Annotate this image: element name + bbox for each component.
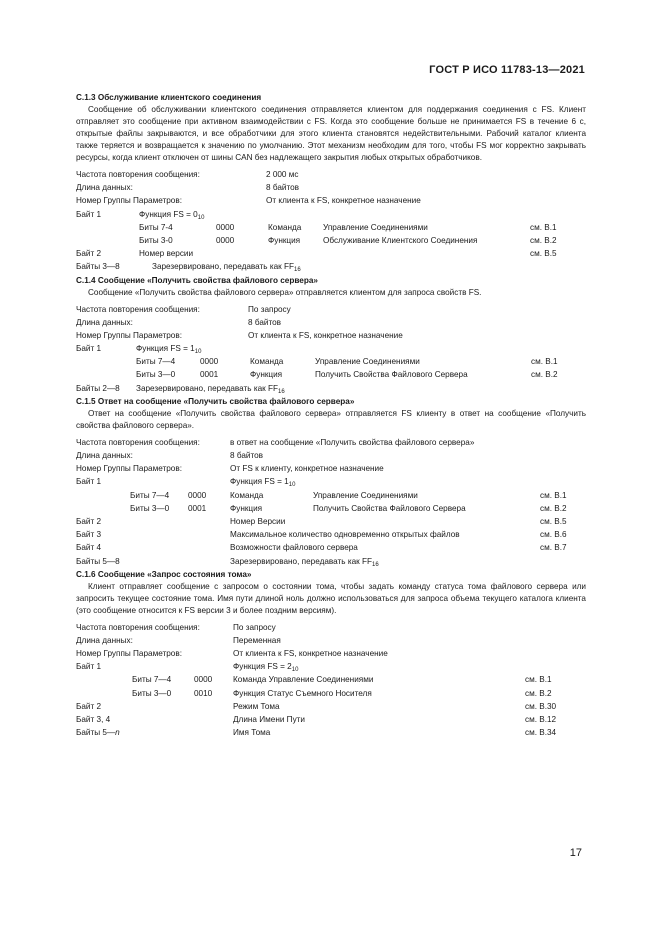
field-cell [540, 542, 567, 554]
field-cell [76, 714, 110, 726]
cell-text: Длина данных: [76, 635, 133, 645]
cell-text: Байт 1 [76, 477, 102, 487]
field-row [76, 450, 586, 463]
cell-text: Номер Группы Параметров: [76, 330, 182, 340]
field-cell [540, 529, 567, 541]
field-cell [248, 304, 291, 316]
field-cell [194, 688, 212, 700]
cell-text: Байт 3, 4 [76, 715, 111, 724]
field-cell [233, 714, 305, 726]
cell-text: см. В.2 [530, 235, 557, 245]
field-cell [76, 169, 200, 181]
field-row [76, 235, 586, 248]
cell-text: Команда [268, 222, 302, 232]
cell-text: От клиента к FS, конкретное назначение [248, 330, 403, 340]
field-cell [230, 529, 460, 541]
field-cell [250, 369, 282, 381]
cell-text: Максимальное количество одновременно открытых файлов [230, 530, 460, 540]
subscript: 16 [294, 267, 301, 274]
cell-text: 2 000 мс [266, 170, 299, 179]
field-cell [76, 648, 182, 660]
cell-text: см. В.30 [525, 701, 557, 711]
subscript: 10 [291, 667, 299, 674]
page-number: 17 [569, 847, 582, 859]
field-row [76, 261, 586, 274]
field-cell [531, 356, 558, 368]
field-cell [76, 182, 133, 194]
cell-text: 0000 [200, 357, 219, 367]
field-cell [525, 727, 556, 739]
cell-text: Функция FS = 1 [230, 477, 289, 487]
field-cell [76, 248, 101, 260]
field-cell [76, 437, 200, 449]
cell-text: Байт 2 [76, 516, 102, 526]
field-cell [139, 248, 193, 260]
field-row [76, 529, 586, 542]
field-cell [136, 369, 175, 381]
field-cell [76, 383, 120, 395]
field-cell [136, 356, 175, 368]
field-cell [525, 714, 556, 726]
cell-text: Байт 4 [76, 543, 102, 553]
cell-text: 0000 [216, 222, 235, 232]
field-cell [530, 222, 557, 234]
field-cell [233, 701, 280, 713]
cell-text: 8 байтов [248, 317, 282, 327]
subscript: 10 [288, 482, 296, 489]
cell-text: Биты 7—4 [136, 357, 176, 367]
cell-text: Байты 3—8 [76, 262, 120, 272]
field-cell [188, 490, 206, 502]
cell-text: см. В.1 [525, 675, 552, 685]
section-paragraph: Сообщение «Получить свойства файлового сервера» отправляется клиентом для запроса свойств FS. [88, 287, 482, 297]
cell-text: Биты 3-0 [139, 235, 173, 245]
section-paragraph: Сообщение об обслуживании клиентского соединения отправляется клиентом для поддержания соединения с FS. Клиент отправляет это сообщение при активном взаимодействии с FS. Когда это сообщение больше не принимается FS в течение 6 с, открытые файлы закрываются, и все обработчики для этого клиента становятся недействительными. Рабочий каталог клиента также теряется и возвращается к значению по умолчанию. Этот механизм необходим для того, чтобы FS мог корректно закрывать ресурсы, когда клиент отключен от шины CAN без надлежащего закрытия любых открытых обработчиков. [76, 105, 586, 162]
field-row [76, 674, 586, 687]
field-cell [540, 490, 567, 502]
cell-text: По запросу [233, 622, 276, 632]
field-cell [132, 674, 171, 686]
cell-text: Зарезервировано, передавать как FF [152, 262, 295, 272]
field-cell [200, 369, 218, 381]
field-cell [230, 542, 358, 554]
field-cell [76, 317, 133, 329]
cell-text: Номер Версии [230, 516, 286, 526]
cell-text: см. В.12 [525, 715, 557, 724]
cell-text: Управление Соединениями [313, 490, 418, 500]
cell-text: Команда [230, 490, 264, 500]
cell-text: Функция FS = 1 [136, 344, 195, 354]
field-cell [230, 516, 285, 528]
field-row [76, 542, 586, 555]
subscript: 10 [197, 214, 205, 221]
cell-text: Биты 3—0 [130, 503, 170, 513]
cell-text: Получить Свойства Файлового Сервера [315, 370, 468, 380]
field-cell [139, 222, 173, 234]
field-cell [216, 222, 234, 234]
field-row [76, 195, 586, 208]
cell-text: см. В.2 [540, 503, 567, 513]
field-row [76, 701, 586, 714]
field-row [76, 688, 586, 701]
field-cell [200, 356, 218, 368]
cell-text: Переменная [233, 635, 281, 645]
field-cell [76, 661, 101, 673]
field-cell [230, 556, 379, 568]
field-row [76, 490, 586, 503]
field-row [76, 622, 586, 635]
field-cell [531, 369, 558, 381]
cell-text: Функция FS = 0 [139, 209, 198, 219]
field-cell [250, 356, 283, 368]
subscript: 10 [194, 349, 202, 356]
cell-text: Байт 2 [76, 249, 102, 259]
field-cell [76, 476, 101, 488]
field-cell [248, 330, 403, 342]
section-c-1-4 [76, 275, 586, 396]
field-row [76, 304, 586, 317]
cell-text: Команда [250, 357, 284, 367]
cell-text: Биты 3—0 [132, 688, 172, 698]
field-cell [76, 463, 182, 475]
section-paragraph: Клиент отправляет сообщение с запросом о состоянии тома, чтобы задать команду статуса тома файлового сервера или запросить текущее состояние тома. Имя пути длиной ноль должно использоваться для запроса объема текущего каталога клиента (это сообщение относится к FS версии 3 и более поздним версиям). [76, 581, 586, 615]
field-row [76, 556, 586, 569]
section-c-1-6 [76, 569, 586, 741]
field-cell [76, 195, 182, 207]
field-cell [76, 529, 101, 541]
field-cell [76, 209, 101, 221]
section-heading: С.1.6 Сообщение «Запрос состояния тома» [76, 569, 252, 579]
field-cell [136, 383, 285, 395]
field-cell [76, 516, 101, 528]
field-cell [76, 261, 120, 273]
field-cell [76, 330, 182, 342]
field-row [76, 503, 586, 516]
field-cell [76, 635, 133, 647]
cell-text: Байт 2 [76, 701, 102, 711]
field-cell [230, 490, 263, 502]
field-cell [233, 648, 388, 660]
field-row [76, 635, 586, 648]
field-row [76, 356, 586, 369]
cell-text: Байт 1 [76, 344, 102, 354]
cell-text: см. В.5 [540, 516, 567, 526]
cell-text: см. В.5 [530, 249, 557, 259]
field-row [76, 169, 586, 182]
field-cell [130, 503, 169, 515]
cell-text: Номер Группы Параметров: [76, 649, 182, 659]
cell-text: см. В.1 [530, 222, 557, 232]
field-cell [323, 235, 477, 247]
section-heading: С.1.5 Ответ на сообщение «Получить свойства файлового сервера» [76, 396, 355, 406]
cell-text: см. В.34 [525, 728, 557, 738]
cell-text: Байт 1 [76, 209, 102, 219]
cell-text: Функция [268, 235, 301, 245]
cell-text: Функция Статус Съемного Носителя [233, 688, 372, 698]
field-cell [132, 688, 171, 700]
cell-text: 8 байтов [230, 451, 264, 460]
cell-text: Режим Тома [233, 701, 280, 711]
italic-variable: n [115, 728, 120, 738]
field-cell [233, 688, 372, 700]
cell-text: 0000 [188, 490, 207, 500]
field-cell [130, 490, 169, 502]
field-cell [268, 235, 300, 247]
field-cell [194, 674, 212, 686]
cell-text: Байт 1 [76, 662, 102, 672]
cell-text: Биты 7-4 [139, 222, 173, 232]
field-cell [76, 542, 101, 554]
cell-text: см. В.2 [525, 688, 552, 698]
field-cell [233, 727, 270, 739]
standard-designation: ГОСТ Р ИСО 11783-13—2021 [429, 64, 585, 76]
cell-text: По запросу [248, 304, 291, 314]
cell-text: Длина данных: [76, 317, 133, 327]
cell-text: 0001 [188, 503, 207, 513]
field-cell [76, 622, 200, 634]
section-paragraph: Ответ на сообщение «Получить свойства файлового сервера» отправляется FS клиенту в ответ на сообщение «Получить свойства файлового сервера». [76, 408, 586, 430]
field-cell [315, 369, 468, 381]
cell-text: Возможности файлового сервера [230, 543, 358, 553]
cell-text: Частота повторения сообщения: [76, 170, 200, 179]
cell-text: Биты 7—4 [130, 490, 170, 500]
cell-text: Управление Соединениями [315, 357, 420, 367]
field-cell [230, 476, 295, 488]
cell-text: 0000 [216, 235, 235, 245]
cell-text: Команда Управление Соединениями [233, 675, 374, 685]
cell-text: в ответ на сообщение «Получить свойства файлового сервера» [230, 437, 475, 447]
cell-text: 0010 [194, 688, 213, 698]
field-cell [188, 503, 206, 515]
field-cell [216, 235, 234, 247]
field-cell [230, 437, 474, 449]
field-cell [525, 674, 552, 686]
cell-text: Управление Соединениями [323, 222, 428, 232]
field-row [76, 209, 586, 222]
field-cell [76, 556, 120, 568]
field-cell [139, 235, 173, 247]
cell-text: Биты 3—0 [136, 370, 176, 380]
cell-text: см. В.1 [531, 357, 558, 367]
field-row [76, 248, 586, 261]
field-cell [525, 688, 552, 700]
field-cell [233, 622, 276, 634]
section-c-1-3 [76, 92, 586, 275]
field-cell [266, 195, 421, 207]
field-cell [136, 343, 201, 355]
cell-text: см. В.2 [531, 370, 558, 380]
field-row [76, 343, 586, 356]
field-cell [233, 661, 298, 673]
cell-text: см. В.7 [540, 543, 567, 553]
cell-text: Обслуживание Клиентского Соединения [323, 235, 478, 245]
cell-text: Частота повторения сообщения: [76, 622, 200, 632]
cell-text: Частота повторения сообщения: [76, 304, 200, 314]
field-cell [313, 503, 466, 515]
cell-text: 0001 [200, 370, 219, 380]
section-heading: С.1.3 Обслуживание клиентского соединения [76, 93, 262, 102]
field-cell [76, 727, 120, 739]
field-row [76, 661, 586, 674]
field-row [76, 714, 586, 727]
cell-text: От клиента к FS, конкретное назначение [266, 196, 421, 206]
cell-text: см. В.1 [540, 490, 567, 500]
field-cell [139, 209, 204, 221]
cell-text: Биты 7—4 [132, 675, 172, 685]
cell-text: Номер версии [139, 249, 194, 259]
cell-text: Функция FS = 2 [233, 662, 292, 672]
section-heading: С.1.4 Сообщение «Получить свойства файлового сервера» [76, 275, 318, 285]
field-cell [540, 503, 567, 515]
field-row [76, 383, 586, 396]
cell-text: Зарезервировано, передавать как FF [136, 383, 279, 393]
field-row [76, 330, 586, 343]
field-cell [268, 222, 301, 234]
field-row [76, 437, 586, 450]
field-row [76, 463, 586, 476]
section-c-1-5 [76, 396, 586, 569]
cell-text: Длина Имени Пути [233, 715, 305, 724]
field-cell [76, 450, 133, 462]
cell-text: Зарезервировано, передавать как FF [230, 556, 373, 566]
field-cell [530, 248, 557, 260]
field-row [76, 648, 586, 661]
cell-text: Байты 2—8 [76, 383, 120, 393]
field-row [76, 182, 586, 195]
cell-text: Имя Тома [233, 728, 271, 738]
field-cell [323, 222, 428, 234]
field-cell [313, 490, 418, 502]
field-cell [248, 317, 281, 329]
field-cell [540, 516, 567, 528]
cell-text: Байты 5— [76, 728, 116, 738]
cell-text: 0000 [194, 675, 213, 685]
cell-text: Получить Свойства Файлового Сервера [313, 503, 466, 513]
field-row [76, 727, 586, 740]
field-cell [266, 169, 299, 181]
cell-text: От клиента к FS, конкретное назначение [233, 649, 388, 659]
field-cell [230, 503, 262, 515]
field-cell [230, 450, 263, 462]
field-row [76, 369, 586, 382]
field-row [76, 516, 586, 529]
field-row [76, 222, 586, 235]
cell-text: Байт 3 [76, 530, 102, 540]
field-cell [233, 674, 373, 686]
cell-text: 8 байтов [266, 183, 300, 193]
cell-text: Частота повторения сообщения: [76, 437, 200, 447]
cell-text: Функция [250, 370, 283, 380]
field-cell [76, 701, 101, 713]
cell-text: Длина данных: [76, 451, 133, 460]
field-cell [230, 463, 384, 475]
cell-text: см. В.6 [540, 530, 567, 540]
cell-text: Номер Группы Параметров: [76, 464, 182, 474]
cell-text: Номер Группы Параметров: [76, 196, 182, 206]
field-cell [530, 235, 557, 247]
cell-text: Длина данных: [76, 183, 133, 193]
cell-text: Функция [230, 503, 263, 513]
field-cell [152, 261, 301, 273]
field-cell [76, 343, 101, 355]
page-content [76, 92, 586, 740]
field-cell [233, 635, 281, 647]
cell-text: От FS к клиенту, конкретное назначение [230, 464, 384, 474]
cell-text: Байты 5—8 [76, 556, 120, 566]
field-cell [315, 356, 420, 368]
field-cell [266, 182, 299, 194]
field-row [76, 317, 586, 330]
field-row [76, 476, 586, 489]
subscript: 16 [372, 561, 379, 568]
field-cell [76, 304, 200, 316]
subscript: 16 [278, 388, 285, 395]
field-cell [525, 701, 556, 713]
